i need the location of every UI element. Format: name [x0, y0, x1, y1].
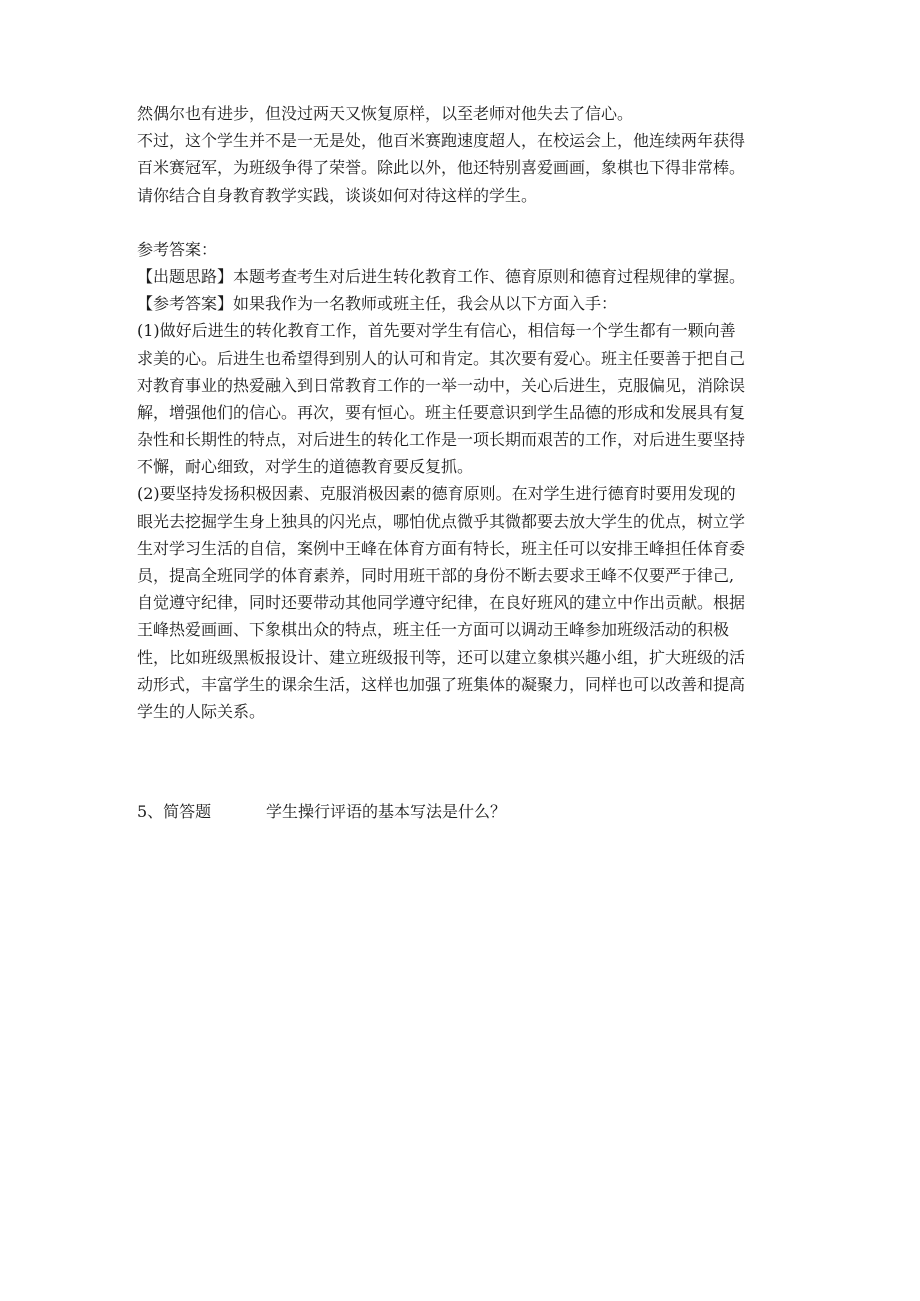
text-line: 对教育事业的热爱融入到日常教育工作的一举一动中，关心后进生，克服偏见，消除误 — [137, 375, 746, 395]
text-line: 眼光去挖掘学生身上独具的闪光点，哪怕优点微乎其微都要去放大学生的优点，树立学 — [137, 511, 746, 531]
text-line: 【参考答案】如果我作为一名教师或班主任，我会从以下方面入手： — [137, 294, 618, 314]
text-line: (1)做好后进生的转化教育工作，首先要对学生有信心，相信每一个学生都有一颗向善 — [137, 321, 736, 341]
text-line: 性，比如班级黑板报设计、建立班级报刊等，还可以建立象棋兴趣小组，扩大班级的活 — [137, 647, 746, 667]
text-line: 员，提高全班同学的体育素养，同时用班干部的身份不断去要求王峰不仅要严于律己, — [137, 566, 735, 585]
text-line: 【出题思路】本题考查考生对后进生转化教育工作、德育原则和德育过程规律的掌握。 — [137, 266, 746, 286]
question-text: 学生操行评语的基本写法是什么？ — [266, 802, 507, 821]
text-line: 自觉遵守纪律，同时还要带动其他同学遵守纪律，在良好班风的建立中作出贡献。根据 — [137, 593, 746, 613]
text-line: 学生的人际关系。 — [137, 701, 266, 721]
answer-section — [137, 236, 787, 725]
text-line: 杂性和长期性的特点，对后进生的转化工作是一项长期而艰苦的工作，对后进生要坚持 — [137, 430, 746, 450]
text-line: 请你结合自身教育教学实践，谈谈如何对待这样的学生。 — [137, 185, 538, 205]
document-body — [137, 100, 787, 725]
text-line: 动形式，丰富学生的课余生活，这样也加强了班集体的凝聚力，同样也可以改善和提高 — [137, 674, 746, 694]
text-line: 解，增强他们的信心。再次，要有恒心。班主任要意识到学生品德的形成和发展具有复 — [137, 402, 746, 422]
answer-heading: 参考答案： — [137, 239, 218, 259]
question-number-label: 5、简答题 — [137, 802, 212, 821]
text-line: 生对学习生活的自信，案例中王峰在体育方面有特长，班主任可以安排王峰担任体育委 — [137, 538, 746, 558]
text-line: 王峰热爱画画、下象棋出众的特点，班主任一方面可以调动王峰参加班级活动的积极 — [137, 620, 730, 640]
text-line: 求美的心。后进生也希望得到别人的认可和肯定。其次要有爱心。班主任要善于把自己 — [137, 348, 746, 368]
text-line: 然偶尔也有进步，但没过两天又恢复原样，以至老师对他失去了信心。 — [137, 104, 634, 123]
question-5 — [137, 798, 507, 825]
paragraph-gap — [137, 209, 787, 236]
text-line: (2)要坚持发扬积极因素、克服消极因素的德育原则。在对学生进行德育时要用发现的 — [137, 484, 736, 504]
text-line: 百米赛冠军，为班级争得了荣誉。除此以外，他还特别喜爱画画，象棋也下得非常棒。 — [137, 158, 746, 178]
text-line: 不过，这个学生并不是一无是处，他百米赛跑速度超人，在校运会上，他连续两年获得 — [137, 131, 746, 151]
text-line: 不懈，耐心细致，对学生的道德教育要反复抓。 — [137, 457, 474, 477]
intro-paragraph — [137, 100, 787, 209]
